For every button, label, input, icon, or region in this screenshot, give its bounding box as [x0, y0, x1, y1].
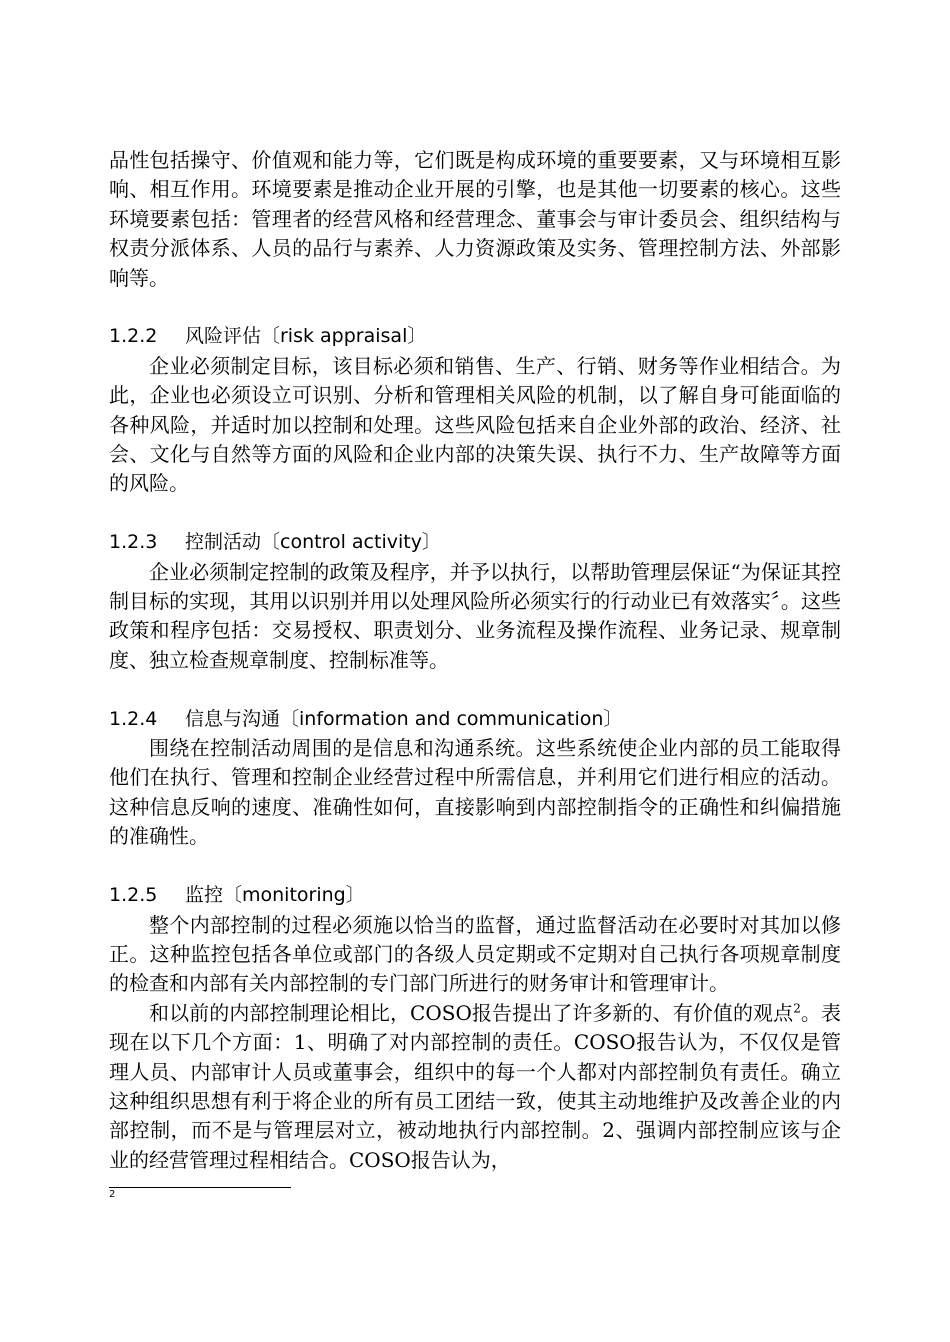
section-monitoring: [109, 881, 841, 999]
footnote-separator: [109, 1187, 291, 1188]
section-heading: [109, 528, 841, 557]
section-number: 1.2.2: [109, 325, 158, 348]
section-body: 企业必须制定控制的政策及程序，并予以执行，以帮助管理层保证“为保证其控制目标的实现，其用以识别并用以处理风险所必须实行的行动业已有效落实〞。这些政策和程序包括：交易授权、职责划分、业务流程及操作流程、业务记录、规章制度、独立检查规章制度、控制标准等。: [109, 559, 841, 672]
section-title: 控制活动〔control activity〕: [185, 531, 441, 554]
section-number: 1.2.4: [109, 707, 158, 730]
section-body: 整个内部控制的过程必须施以恰当的监督，通过监督活动在必要时对其加以修正。这种监控包括各单位或部门的各级人员定期或不定期对自己执行各项规章制度的检查和内部有关内部控制的专门部门所进行的财务审计和管理审计。: [109, 912, 841, 996]
section-heading: [109, 705, 841, 734]
footnote-reference[interactable]: 2: [793, 1001, 801, 1016]
coso-paragraph: [109, 999, 841, 1175]
coso-text-after-note: 。表现在以下几个方面：1、明确了对内部控制的责任。COSO报告认为，不仅仅是管理人员、内部审计人员或董事会，组织中的每一个人都对内部控制负有责任。确立这种组织思想有利于将企业的所有员工团结一致，使其主动地维护及改善企业的内部控制，而不是与管理层对立，被动地执行内部控制。2、强调内部控制应该与企业的经营管理过程相结合。COSO报告认为，: [109, 1000, 842, 1172]
section-number: 1.2.5: [109, 884, 158, 907]
section-heading: [109, 881, 841, 910]
section-number: 1.2.3: [109, 531, 158, 554]
section-body: 企业必须制定目标，该目标必须和销售、生产、行销、财务等作业相结合。为此，企业也必须设立可识别、分析和管理相关风险的机制，以了解自身可能面临的各种风险，并适时加以控制和处理。这些风险包括来自企业外部的政治、经济、社会、文化与自然等方面的风险和企业内部的决策失误、执行不力、生产故障等方面的风险。: [109, 353, 841, 496]
document-page: [109, 146, 841, 1175]
section-title: 信息与沟通〔information and communication〕: [185, 707, 623, 730]
section-information-communication: [109, 705, 841, 852]
section-risk-appraisal: [109, 322, 841, 498]
coso-text-before-note: 和以前的内部控制理论相比，COSO报告提出了许多新的、有价值的观点: [149, 1000, 794, 1025]
section-heading: [109, 322, 841, 351]
section-title: 监控〔monitoring〕: [185, 884, 365, 907]
section-control-activity: [109, 528, 841, 675]
intro-paragraph: 品性包括操守、价值观和能力等，它们既是构成环境的重要要素，又与环境相互影响、相互作用。环境要素是推动企业开展的引擎，也是其他一切要素的核心。这些环境要素包括：管理者的经营风格和经营理念、董事会与审计委员会、组织结构与权责分派体系、人员的品行与素养、人力资源政策及实务、管理控制方法、外部影响等。: [109, 148, 841, 290]
footnote-number: 2: [109, 1189, 116, 1200]
section-title: 风险评估〔risk appraisal〕: [185, 325, 427, 348]
section-body: 围绕在控制活动周围的是信息和沟通系统。这些系统使企业内部的员工能取得他们在执行、管理和控制企业经营过程中所需信息，并利用它们进行相应的活动。这种信息反响的速度、准确性如何，直接影响到内部控制指令的正确性和纠偏措施的准确性。: [109, 736, 841, 849]
